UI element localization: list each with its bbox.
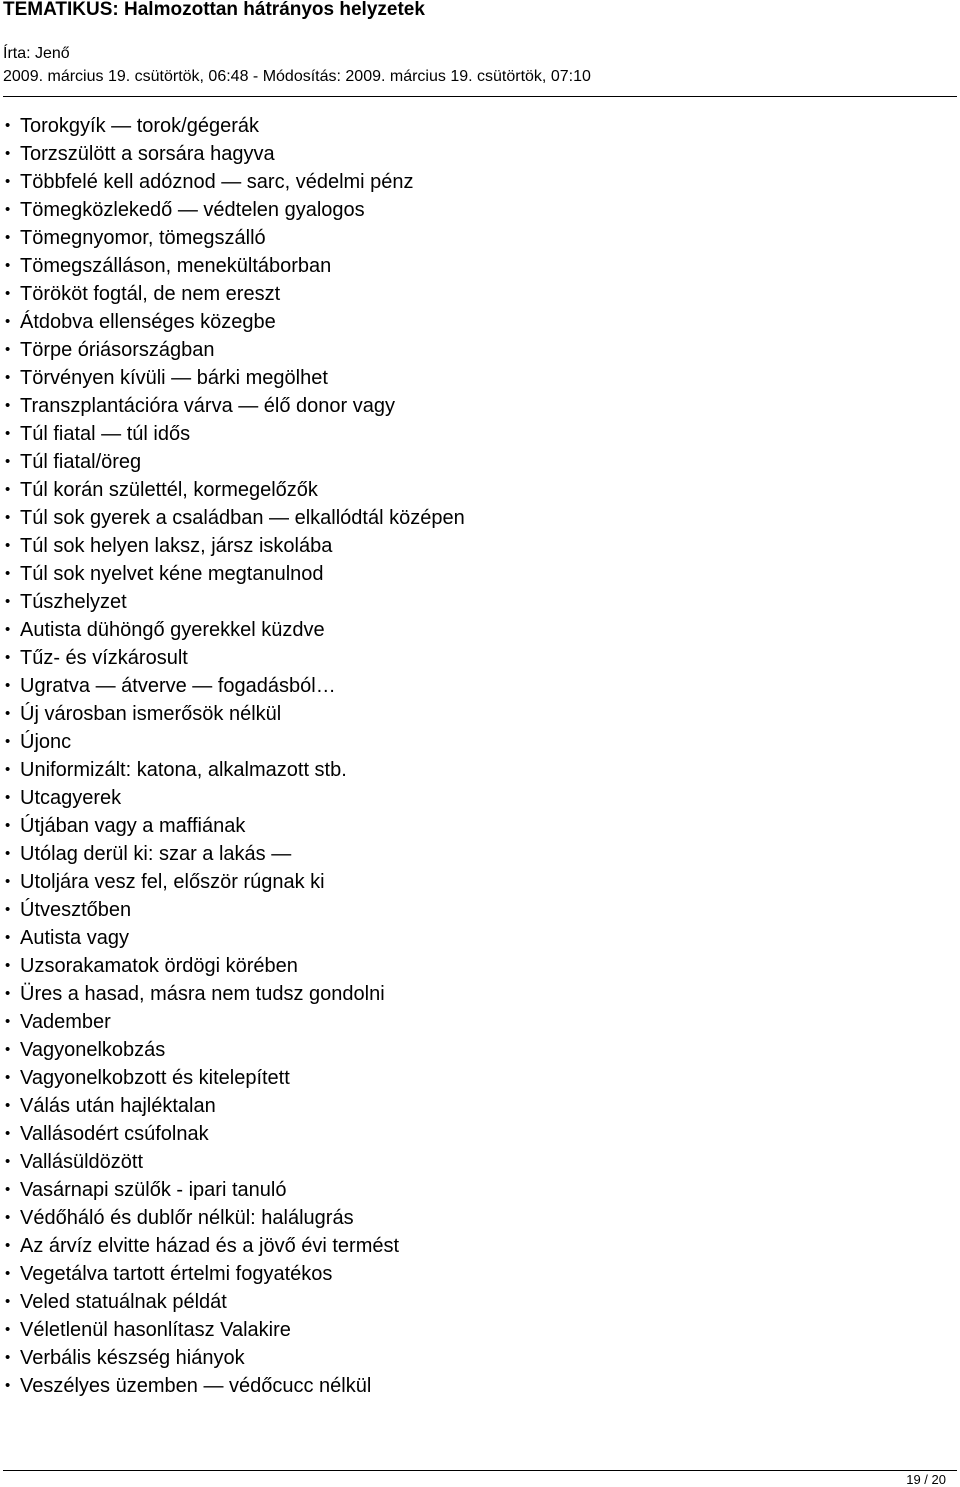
list-item-text: Újonc — [20, 731, 72, 753]
list-item — [0, 1176, 465, 1204]
list-item — [0, 672, 465, 700]
bullet-icon: • — [5, 1153, 11, 1170]
list-item-text: Útvesztőben — [20, 899, 132, 921]
bullet-icon: • — [5, 817, 11, 834]
list-item — [0, 896, 465, 924]
list-item-text: Törpe óriásországban — [20, 339, 215, 361]
bullet-icon: • — [5, 1125, 11, 1142]
bullet-icon: • — [5, 145, 11, 162]
bullet-icon: • — [5, 257, 11, 274]
list-item-text: Ugratva — átverve — fogadásból… — [20, 675, 336, 697]
bullet-icon: • — [5, 1097, 11, 1114]
bullet-icon: • — [5, 1293, 11, 1310]
list-item-text: Torokgyík — torok/gégerák — [20, 115, 259, 137]
page-number: 19 / 20 — [906, 1472, 946, 1487]
bullet-icon: • — [5, 621, 11, 638]
list-item — [0, 280, 465, 308]
list-item — [0, 700, 465, 728]
list-item-text: Útjában vagy a maffiának — [20, 815, 246, 837]
bullet-icon: • — [5, 929, 11, 946]
bullet-icon: • — [5, 285, 11, 302]
list-item-text: Túl korán születtél, kormegelőzők — [20, 479, 318, 501]
list-item — [0, 1204, 465, 1232]
list-item — [0, 448, 465, 476]
list-item-text: Uniformizált: katona, alkalmazott stb. — [20, 759, 347, 781]
bullet-icon: • — [5, 593, 11, 610]
list-item — [0, 532, 465, 560]
list-item-text: Átdobva ellenséges közegbe — [20, 311, 276, 333]
list-item — [0, 560, 465, 588]
bullet-icon: • — [5, 1321, 11, 1338]
list-item — [0, 1372, 465, 1400]
list-item — [0, 196, 465, 224]
list-item — [0, 644, 465, 672]
list-item — [0, 1008, 465, 1036]
bullet-icon: • — [5, 985, 11, 1002]
list-item — [0, 1064, 465, 1092]
bullet-list — [0, 112, 465, 1400]
list-item-text: Üres a hasad, másra nem tudsz gondolni — [20, 983, 385, 1005]
list-item-text: Védőháló és dublőr nélkül: halálugrás — [20, 1207, 354, 1229]
bullet-icon: • — [5, 1181, 11, 1198]
bullet-icon: • — [5, 117, 11, 134]
list-item-text: Vegetálva tartott értelmi fogyatékos — [20, 1263, 333, 1285]
bullet-icon: • — [5, 565, 11, 582]
list-item — [0, 980, 465, 1008]
header-divider — [3, 96, 957, 97]
list-item-text: Vadember — [20, 1011, 111, 1033]
bullet-icon: • — [5, 705, 11, 722]
date-line: 2009. március 19. csütörtök, 06:48 - Módosítás: 2009. március 19. csütörtök, 07:10 — [3, 68, 591, 85]
list-item-text: Tűz- és vízkárosult — [20, 647, 188, 669]
list-item-text: Veled statuálnak példát — [20, 1291, 227, 1313]
list-item-text: Vasárnapi szülők - ipari tanuló — [20, 1179, 287, 1201]
list-item — [0, 1092, 465, 1120]
list-item — [0, 420, 465, 448]
list-item-text: Vagyonelkobzás — [20, 1039, 166, 1061]
bullet-icon: • — [5, 677, 11, 694]
list-item — [0, 868, 465, 896]
bullet-icon: • — [5, 229, 11, 246]
list-item-text: Verbális készség hiányok — [20, 1347, 245, 1369]
bullet-icon: • — [5, 1349, 11, 1366]
list-item — [0, 364, 465, 392]
list-item-text: Veszélyes üzemben — védőcucc nélkül — [20, 1375, 372, 1397]
bullet-icon: • — [5, 453, 11, 470]
list-item — [0, 756, 465, 784]
list-item — [0, 616, 465, 644]
bullet-icon: • — [5, 425, 11, 442]
list-item — [0, 168, 465, 196]
list-item — [0, 1120, 465, 1148]
list-item-text: Törököt fogtál, de nem ereszt — [20, 283, 281, 305]
bullet-icon: • — [5, 1069, 11, 1086]
bullet-icon: • — [5, 845, 11, 862]
list-item — [0, 336, 465, 364]
list-item — [0, 924, 465, 952]
bullet-icon: • — [5, 957, 11, 974]
list-item-text: Vallásüldözött — [20, 1151, 144, 1173]
list-item — [0, 952, 465, 980]
list-item-text: Túl sok nyelvet kéne megtanulnod — [20, 563, 324, 585]
list-item — [0, 728, 465, 756]
list-item-text: Új városban ismerősök nélkül — [20, 703, 282, 725]
list-item-text: Túl sok helyen laksz, jársz iskolába — [20, 535, 333, 557]
bullet-icon: • — [5, 1013, 11, 1030]
bullet-icon: • — [5, 1237, 11, 1254]
list-item-text: Vagyonelkobzott és kitelepített — [20, 1067, 290, 1089]
list-item — [0, 224, 465, 252]
bullet-icon: • — [5, 397, 11, 414]
list-item-text: Tömegnyomor, tömegszálló — [20, 227, 266, 249]
bullet-icon: • — [5, 1209, 11, 1226]
list-item-text: Transzplantációra várva — élő donor vagy — [20, 395, 395, 417]
list-item — [0, 840, 465, 868]
list-item — [0, 308, 465, 336]
list-item — [0, 1344, 465, 1372]
list-item-text: Túl fiatal/öreg — [20, 451, 142, 473]
list-item-text: Túszhelyzet — [20, 591, 127, 613]
bullet-icon: • — [5, 789, 11, 806]
bullet-icon: • — [5, 649, 11, 666]
bullet-icon: • — [5, 1041, 11, 1058]
list-item-text: Tömegközlekedő — védtelen gyalogos — [20, 199, 365, 221]
list-item — [0, 784, 465, 812]
list-item-text: Autista vagy — [20, 927, 129, 949]
bullet-icon: • — [5, 901, 11, 918]
bullet-icon: • — [5, 873, 11, 890]
list-item-text: Utcagyerek — [20, 787, 122, 809]
list-item-text: Válás után hajléktalan — [20, 1095, 216, 1117]
list-item — [0, 476, 465, 504]
list-item-text: Véletlenül hasonlítasz Valakire — [20, 1319, 291, 1341]
list-item — [0, 1232, 465, 1260]
bullet-icon: • — [5, 1265, 11, 1282]
bullet-icon: • — [5, 537, 11, 554]
list-item — [0, 140, 465, 168]
footer-divider — [3, 1470, 957, 1471]
list-item-text: Tömegszálláson, menekültáborban — [20, 255, 332, 277]
bullet-icon: • — [5, 173, 11, 190]
list-item — [0, 1148, 465, 1176]
list-item — [0, 392, 465, 420]
bullet-icon: • — [5, 761, 11, 778]
list-item — [0, 588, 465, 616]
list-item-text: Az árvíz elvitte házad és a jövő évi termést — [20, 1235, 400, 1257]
list-item — [0, 1260, 465, 1288]
list-item-text: Többfelé kell adóznod — sarc, védelmi pénz — [20, 171, 414, 193]
list-item — [0, 112, 465, 140]
bullet-icon: • — [5, 509, 11, 526]
list-item — [0, 1316, 465, 1344]
page-title: TEMATIKUS: Halmozottan hátrányos helyzetek — [3, 0, 425, 20]
author-line: Írta: Jenő — [3, 45, 70, 62]
list-item — [0, 1036, 465, 1064]
list-item-text: Túl sok gyerek a családban — elkallódtál középen — [20, 507, 465, 529]
list-item-text: Vallásodért csúfolnak — [20, 1123, 209, 1145]
list-item-text: Utoljára vesz fel, először rúgnak ki — [20, 871, 325, 893]
bullet-icon: • — [5, 341, 11, 358]
bullet-icon: • — [5, 313, 11, 330]
bullet-icon: • — [5, 369, 11, 386]
bullet-icon: • — [5, 1377, 11, 1394]
list-item — [0, 504, 465, 532]
list-item-text: Túl fiatal — túl idős — [20, 423, 191, 445]
list-item — [0, 1288, 465, 1316]
bullet-icon: • — [5, 201, 11, 218]
list-item — [0, 812, 465, 840]
list-item-text: Torzszülött a sorsára hagyva — [20, 143, 275, 165]
list-item-text: Utólag derül ki: szar a lakás — — [20, 843, 292, 865]
list-item-text: Törvényen kívüli — bárki megölhet — [20, 367, 328, 389]
bullet-icon: • — [5, 733, 11, 750]
list-item-text: Uzsorakamatok ördögi körében — [20, 955, 298, 977]
bullet-icon: • — [5, 481, 11, 498]
list-item-text: Autista dühöngő gyerekkel küzdve — [20, 619, 325, 641]
list-item — [0, 252, 465, 280]
